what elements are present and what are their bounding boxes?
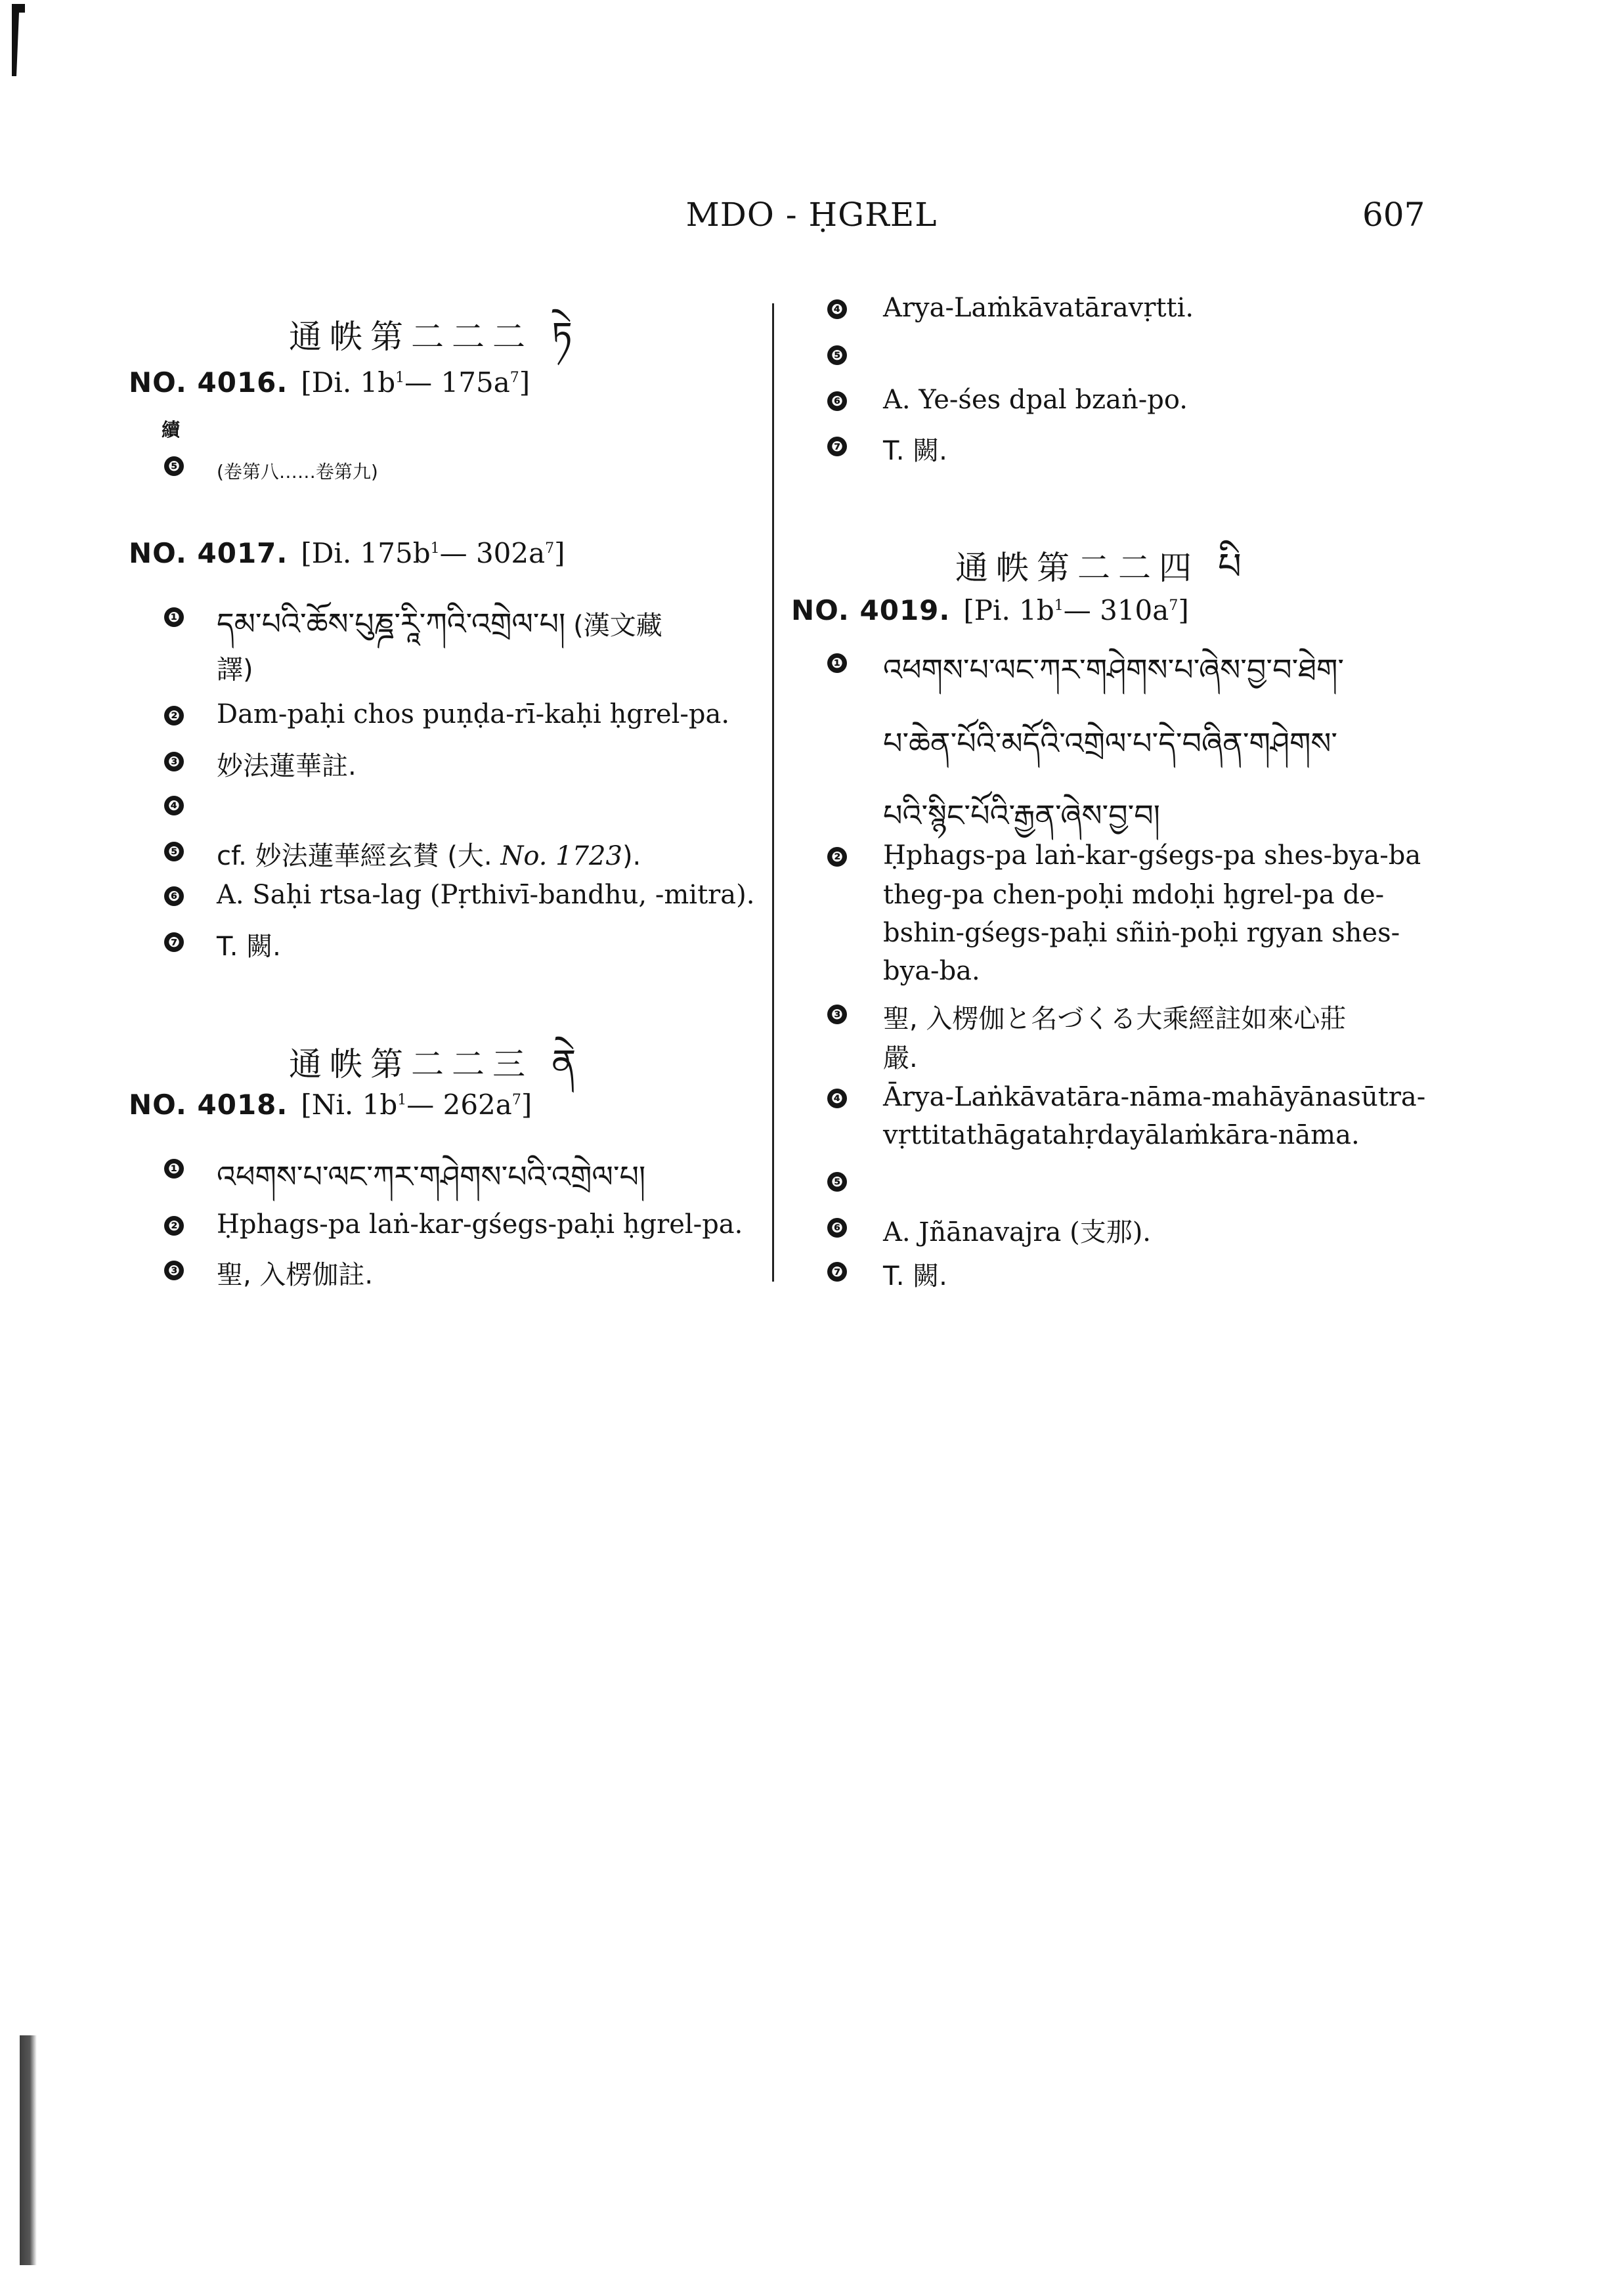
field-marker-1: ❶	[164, 607, 184, 627]
field-6-author: A. Ye-śes dpal bzaṅ-po.	[883, 385, 1188, 415]
field-marker-6: ❻	[827, 391, 847, 411]
field-2-line-2: theg-pa chen-poḥi mdoḥi ḥgrel-pa de-	[883, 880, 1385, 910]
field-5-text: (卷第八……卷第九)	[217, 461, 378, 483]
entry-ref: [Di. $175b^1—$ $302a^7$]	[301, 537, 565, 569]
field-2-line-3: bshin-gśegs-paḥi sñiṅ-poḥi rgyan shes-	[883, 918, 1400, 948]
entry-no: NO. 4016.	[129, 366, 288, 399]
scan-corner-mark	[12, 4, 25, 76]
field-6-author: A. Jñānavajra (支那).	[883, 1217, 1152, 1247]
field-marker-3: ❸	[827, 1005, 847, 1024]
volume-heading-label: 通帙第二二四	[955, 549, 1200, 587]
volume-heading-label: 通帙第二二三	[289, 1045, 533, 1083]
field-marker-4: ❹	[827, 1089, 847, 1108]
entry-no: NO. 4019.	[791, 594, 951, 626]
column-divider	[772, 303, 774, 1282]
field-6-author: A. Saḥi rtsa-lag (Pṛthivī-bandhu, -mitra).	[217, 880, 755, 910]
field-marker-2: ❷	[827, 847, 847, 867]
entry-number-4019	[791, 594, 1189, 626]
field-1-tibetan-line-1: འཕགས་པ་ལང་ཀར་གཤེགས་པ་ཞེས་བྱ་བ་ཐེག་	[883, 652, 1345, 687]
running-head: MDO - ḤGREL	[685, 196, 938, 234]
field-4-sanskrit: Arya-Laṁkāvatāravṛtti.	[883, 293, 1194, 323]
field-3-line-1: 聖, 入楞伽と名づくる大乘經註如來心莊	[883, 1004, 1347, 1034]
field-4-line-1: Ārya-Laṅkāvatāra-nāma-mahāyānasūtra-	[883, 1082, 1426, 1112]
field-3-chinese: 聖, 入楞伽註.	[217, 1260, 374, 1290]
field-2-line-1: Ḥphags-pa laṅ-kar-gśegs-pa shes-bya-ba	[883, 840, 1421, 871]
field-marker-7: ❼	[827, 437, 847, 456]
field-2-line-4: bya-ba.	[883, 956, 980, 986]
field-marker-4: ❹	[164, 796, 184, 815]
field-3-chinese: 妙法蓮華註.	[217, 751, 357, 781]
field-1-tibetan-title: འཕགས་པ་ལང་ཀར་གཤེགས་པའི་འགྲེལ་པ།	[217, 1159, 646, 1194]
field-7-translation: T. 闕.	[217, 932, 281, 962]
field-marker-5: ❺	[827, 345, 847, 365]
field-marker-7: ❼	[827, 1262, 847, 1282]
field-2-transliteration: Dam-paḥi chos puṇḍa-rī-kaḥi ḥgrel-pa.	[217, 699, 730, 729]
field-7-translation: T. 闕.	[883, 436, 947, 466]
entry-ref: [Ni. $1b^1—$ $262a^7$]	[301, 1089, 532, 1121]
field-3-line-2: 嚴.	[883, 1043, 918, 1073]
field-2-transliteration: Ḥphags-pa laṅ-kar-gśegs-paḥi ḥgrel-pa.	[217, 1209, 743, 1240]
volume-heading-tibetan: ནེ	[552, 1042, 576, 1085]
field-marker-3: ❸	[164, 1261, 184, 1280]
field-1-tibetan-line-2: པ་ཆེན་པོའི་མདོའི་འགྲེལ་པ་དེ་བཞིན་གཤེགས་	[883, 726, 1338, 761]
field-marker-1: ❶	[827, 653, 847, 673]
entry-no: NO. 4017.	[129, 537, 288, 569]
field-5-reference: cf. 妙法蓮華經玄賛 (大. No. 1723).	[217, 841, 641, 871]
entry-no: NO. 4018.	[129, 1089, 288, 1121]
page-number: 607	[1362, 196, 1425, 234]
entry-number-4016	[129, 366, 530, 399]
entry-number-4018	[129, 1089, 532, 1121]
volume-heading-label: 通帙第二二二	[289, 318, 533, 356]
scan-edge-shadow	[20, 2035, 37, 2265]
field-1-tibetan-title: དམ་པའི་ཆོས་པུཎྜ་རཱི་ཀའི་འགྲེལ་པ། (漢文藏	[217, 606, 662, 641]
entry-ref: [Di. $1b^1—$ $175a^7$]	[301, 366, 530, 399]
field-marker-2: ❷	[164, 706, 184, 726]
field-4-line-2: vṛttitathāgatahṛdayālaṁkāra-nāma.	[883, 1120, 1360, 1150]
field-marker-5: ❺	[164, 456, 184, 476]
field-marker-4: ❹	[827, 299, 847, 319]
entry-number-4017	[129, 537, 565, 569]
volume-heading-tibetan: ཏེ	[552, 314, 573, 357]
entry-ref: [Pi. $1b^1—$ $310a^7$]	[963, 594, 1189, 626]
field-marker-5: ❺	[827, 1172, 847, 1192]
field-marker-7: ❼	[164, 932, 184, 952]
field-marker-1: ❶	[164, 1159, 184, 1179]
field-marker-6: ❻	[827, 1218, 847, 1238]
continued-mark: 續	[162, 419, 181, 441]
field-7-translation: T. 闕.	[883, 1261, 947, 1291]
field-marker-6: ❻	[164, 886, 184, 906]
field-1-note-cont: 譯)	[217, 655, 253, 685]
field-marker-3: ❸	[164, 752, 184, 771]
volume-heading-tibetan: པི	[1218, 546, 1242, 588]
field-marker-5: ❺	[164, 842, 184, 861]
field-marker-2: ❷	[164, 1216, 184, 1236]
field-1-tibetan-line-3: པའི་སྙིང་པོའི་རྒྱན་ཞེས་བྱ་བ།	[883, 798, 1161, 833]
